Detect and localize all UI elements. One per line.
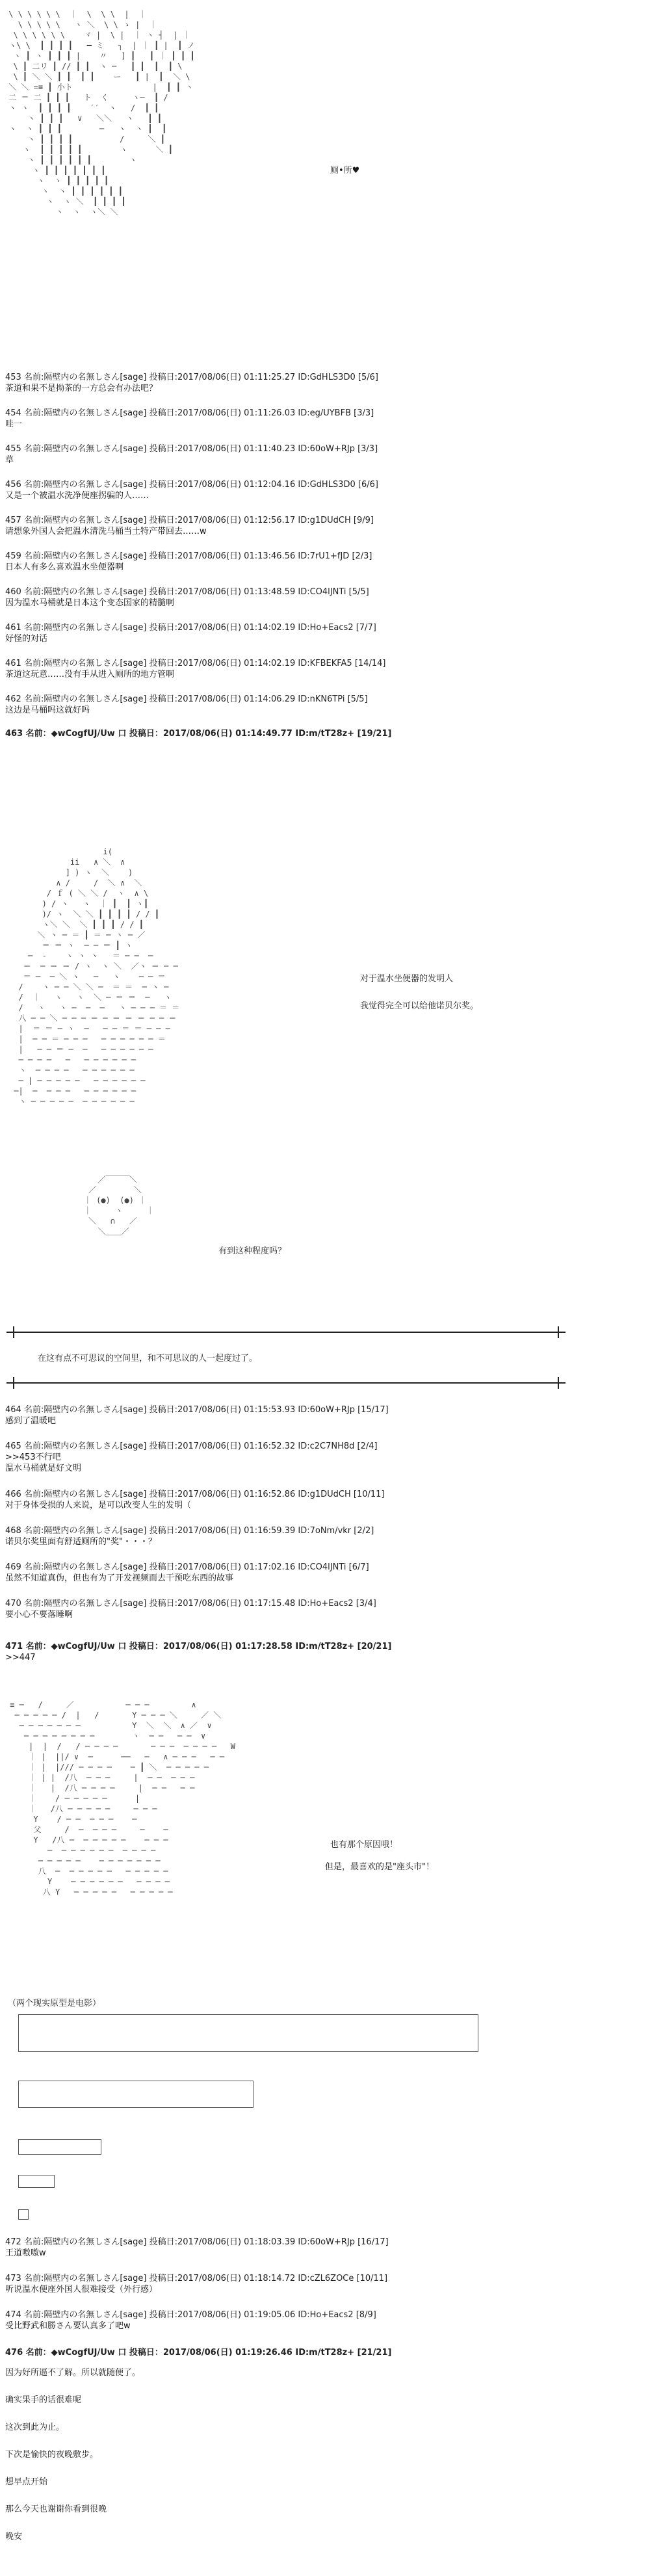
post-header: 457 名前:隔壁内の名無しさん[sage] 投稿日:2017/08/06(日) 01:12:56.17 ID:g1DUdCH [9/9]	[5, 516, 374, 525]
closing-line: 想早点开始	[5, 2477, 48, 2487]
post-header: 455 名前:隔壁内の名無しさん[sage] 投稿日:2017/08/06(日) 01:11:40.23 ID:60oW+RJp [3/3]	[5, 444, 378, 454]
post-header: 460 名前:隔壁内の名無しさん[sage] 投稿日:2017/08/06(日) 01:13:48.59 ID:CO4lJNTi [5/5]	[5, 587, 369, 597]
post-header: 464 名前:隔壁内の名無しさん[sage] 投稿日:2017/08/06(日) 01:15:53.93 ID:60oW+RJp [15/17]	[5, 1405, 389, 1415]
caption-nobel: 我觉得完全可以给他诺贝尔奖。	[360, 1001, 479, 1011]
closing-line: 这次到此为止。	[5, 2423, 65, 2432]
post-body: 因为温水马桶就是日本这个变态国家的精髓啊	[5, 598, 175, 608]
post-header: 474 名前:隔壁内の名無しさん[sage] 投稿日:2017/08/06(日) 01:19:05.06 ID:Ho+Eacs2 [8/9]	[5, 2310, 376, 2320]
divider-line-bottom	[6, 1382, 566, 1384]
post	[5, 622, 642, 644]
post	[5, 443, 642, 466]
ascii-art-character-scene: ≡ ─ / ／ ─ ─ ─ ∧ ─ ─ ─ ─ ─ / | / Y ─ ─ ─ ＼ ／ ＼ ─ ─ ─ ─ ─ ─ ─ Y ＼ ＼ ∧ ／ ∨ ─ ─ ─ ─ ─ ─ ─ ─ ヽ ─ ─ ─ ─ ∨ | | / / ─ ─ ─ ─ ─ ─ ─ ─ ─ ─ ─ W ｜ | ||/ ∨ ─ ── ─ ∧ ─ ─ ─ ─ ─ ｜ | |/// ─ ─ ─ ─ ─ ┃ ＼ ─ ─ ─ ─ ─ ｜ | | /八 ─ ─ ─ | ─ ─ ─ ─ ─ ｜ | /八 ─ ─ ─ ─ | ─ ─ ─ ─ ｜ / ─ ─ ─ ─ ─ | ｜ /八 ─ ─ ─ ─ ─ ─ ─ ─ Y / ─ ─ ─ ─ ─ ─ 父 / ─ ─ ─ ─ ─ ─ Y /八 ─ ─ ─ ─ ─ ─ ─ ─ ─ ─ ─ ─ ─ ─ ─ ─ ─ ─ ─ ─ ─ ─ ─ ─ ─ ─ ─ ─ ─ ─ ─ ─ 八 ─ ─ ─ ─ ─ ─ ─ ─ ─ ─ ─ Y ─ ─ ─ ─ ─ ─ ─ ─ ─ ─ 八 Y ─ ─ ─ ─ ─ ─ ─ ─ ─ ─	[10, 1700, 236, 1897]
post-header: 465 名前:隔壁内の名無しさん[sage] 投稿日:2017/08/06(日) 01:16:52.32 ID:c2C7NH8d [2/4]	[5, 1441, 378, 1451]
post-body: 王道嗷嗷w	[5, 2248, 46, 2258]
note-movie: （两个现实原型是电影）	[8, 1999, 101, 2008]
closing-line: 下次是愉快的夜晚敷步。	[5, 2450, 99, 2460]
divider-cap-left	[13, 1326, 14, 1338]
empty-panel-large	[18, 2014, 478, 2052]
post-body: 茶道这玩意……没有手从进入厕所的地方管啊	[5, 670, 175, 679]
post-body: 日本人有多么喜欢温水坐便器啊	[5, 562, 124, 572]
post	[5, 479, 642, 501]
post-header: 471 名前：◆wCogfUJ/Uw 口 投稿日：2017/08/06(日) 01:17:28.58 ID:m/tT28z+ [20/21]	[5, 1642, 392, 1651]
post-header: 454 名前:隔壁内の名無しさん[sage] 投稿日:2017/08/06(日) 01:11:26.03 ID:eg/UYBFB [3/3]	[5, 408, 374, 418]
post	[5, 1598, 642, 1620]
post	[5, 2237, 642, 2259]
post-body: 感到了温暖吧	[5, 1416, 57, 1426]
post-header: 476 名前：◆wCogfUJ/Uw 口 投稿日：2017/08/06(日) 01:19:26.46 ID:m/tT28z+ [21/21]	[5, 2348, 392, 2358]
post-header: 469 名前:隔壁内の名無しさん[sage] 投稿日:2017/08/06(日) 01:17:02.16 ID:CO4lJNTi [6/7]	[5, 1562, 369, 1572]
caption-inventor: 对于温水坐便器的发明人	[360, 974, 454, 984]
ascii-art-character-group: i( ii ∧ ＼ ∧ ] ) ヽ ＼ ) ∧ / / ＼ ∧ ＼ / ｆ ( ＼ ＼ / ヽ ∧ \ ) / ヽ ヽ ｜ ┃ ┃ ヽ┃ )/ ヽ ＼ ＼ ┃ ┃ ┃ ┃ / / ┃ ヽ＼ ＼ ＼ ┃ ┃ ┃ / / ┃ ＼ ヽ ─ ＝ ┃ ＝ ─ ヽ ─ ／ ＝ ＝ ヽ ─ ─ ＝ ┃ ヽ ─ - ヽ ヽ ヽ ＝ ─ ─ ─ ＝ ─ ＝ ＝ / ヽ ヽ ＼ ／ヽ ＝ ─ ─ ＝ ─ ─ ＼ ヽ ─ ヽ ─ ─ ＝ / ヽ ─ ─ ＼ ＼ ─ ＝ ＝ ─ ヽ ─ / ｜ ヽ ヽ ＼ ─ ＝ ＝ ─ ヽ / ヽ ヽ ─ ─ ─ ヽ ─ ─ ─ ＝ ＝ 八 ─ ─ ＼ ─ ─ ─ ＝ ─ ＝ ＝ ＝ ─ ─ ＝ | ＝ ＝ ─ ヽ ─ ─ ─ ＝ ＝ ─ ─ ─ | ─ ─ ＝ ─ ─ ─ ─ ─ ─ ─ ─ ─ ＝ | ─ ─ ＝ ─ ─ ─ ─ ─ ─ ─ ─ ─ ─ ─ ─ ─ ─ ─ ─ ─ ─ ─ ヽ ─ ─ ─ ─ ─ ─ ─ ─ ─ ─ ─ | ─ ─ ─ ─ ─ ─ ─ ─ ─ ─ ─ ─| ─ ─ ─ ─ ─ ─ ─ ─ ─ ─ ヽ ─ ─ ─ ─ ─ ─ ─ ─ ─ ─ ─	[14, 847, 180, 1106]
post-body: 诺贝尔奖里面有舒适厕所的"奖"・・・？	[5, 1537, 157, 1547]
post-body: 受比野武和勝さん要认真多了吧w	[5, 2321, 131, 2331]
post-body: 对于身体受损的人来说，是可以改变人生的发明（	[5, 1501, 192, 1510]
closing-line: 确实果手的话很难呢	[5, 2395, 82, 2405]
post	[5, 551, 642, 573]
post-header: 461 名前:隔壁内の名無しさん[sage] 投稿日:2017/08/06(日) 01:14:02.19 ID:KFBEKFA5 [14/14]	[5, 659, 386, 668]
post	[5, 1525, 642, 1547]
post-body: >>453不行吧 温水马桶就是好文明	[5, 1452, 82, 1473]
empty-panel-dot	[18, 2209, 29, 2220]
post	[5, 515, 642, 537]
post-body: 虽然不知道真伪，但也有为了开发视频而去干预吃东西的故事	[5, 1573, 234, 1583]
caption-zatoichi: 但是，最喜欢的是"座头市"！	[325, 1862, 434, 1872]
closing-line: 那么今天也谢谢你看到很晚	[5, 2504, 107, 2514]
closing-line: 晚安	[5, 2532, 23, 2542]
post-body: 听说温水便座外国人很难接受（外行感）	[5, 2285, 158, 2294]
post	[5, 586, 642, 609]
ascii-art-small-face: ／￣￣￣＼ ／ ＼ ｜ (●) (●) ｜ ｜ ヽ ｜ ＼ ∩ ／ ＼＿＿／	[83, 1175, 155, 1236]
post-body: 又是一个被温水洗净便座拐骗的人……	[5, 491, 150, 501]
empty-panel-medium	[18, 2081, 254, 2108]
post-body: 这边是马桶吗这就好吗	[5, 705, 90, 715]
post-header: 461 名前:隔壁内の名無しさん[sage] 投稿日:2017/08/06(日) 01:14:02.19 ID:Ho+Eacs2 [7/7]	[5, 623, 376, 633]
op-post	[5, 2347, 642, 2358]
post-header: 462 名前:隔壁内の名無しさん[sage] 投稿日:2017/08/06(日) 01:14:06.29 ID:nKN6TPi [5/5]	[5, 694, 368, 704]
closing-line: 因为好所逼不了解。所以就随便了。	[5, 2368, 141, 2378]
ascii-art-face-closeup: \ \ \ \ \ \ ｜ \ \ \ | ｜ \ \ \ \ \ ヽ ＼ \ \ ゝ | ｜ \ \ \ \ \ \ ヾ | \ | ｜ ヽ ┤ | ｜ ヽ\ \ ┃ ┃ ┃ ┃ ━ ミ ┐ | ｜ ┃ | ┃ ノ ヽ ┃ ヽ ┃ ┃ ┃ | 〃 ] ┃ ┃ ｜ ┃ ┃ ┃ \ ┃ 二リ ┃ // ┃ ┃ ヽ ─ ┃ ┃ ┃ ┃ \ \ ┃ ＼ ＼ ┃ ┃ ┃ ┃ ー ┃ | ┃ ＼ \ ＼ ＼ =≡ ┃ 小ト | ┃ ┃ ヽ 二 ＝ 二 ┃ ┃ ┃ ト く ヽ─ ┃ / ヽ ヽ ┃ ┃ ┃ ┃ ′′ ヽ / ┃ ┃ ヽ ┃ ┃ ┃ ∨ ＼＼ ヽ ┃ ┃ ヽ ヽ ┃ ┃ ┃ ─ ヽ ヽ ┃ ┃ ヽ ┃ ┃ ┃ ┃ / ＼ ┃ ヽ ┃ ┃ ┃ ┃ ┃ ヽ ＼ ┃ ヽ ┃ ┃ ┃ ┃ ┃ ┃ ヽ ヽ ┃ ┃ ┃ ┃ ┃ ┃ ┃ ヽ ヽ ┃ ┃ ┃ ┃ ┃ ヽ ヽ ┃ ┃ ┃ ┃ ┃ ┃ ヽ ヽ ＼ ┃ ┃ ┃ ┃ ヽ ヽ ヽ＼ ＼	[8, 10, 195, 217]
caption-toilet: 厕•所♥	[330, 166, 360, 176]
post	[5, 1489, 642, 1511]
empty-panel-small	[18, 2139, 101, 2155]
post	[5, 408, 642, 430]
post-header: 468 名前:隔壁内の名無しさん[sage] 投稿日:2017/08/06(日) 01:16:59.39 ID:7oNm/vkr [2/2]	[5, 1526, 374, 1536]
narration: 在这有点不可思议的空间里，和不可思议的人一起度过了。	[38, 1354, 258, 1363]
post	[5, 658, 642, 680]
post	[5, 372, 642, 394]
post-header: 473 名前:隔壁内の名無しさん[sage] 投稿日:2017/08/06(日) 01:18:14.72 ID:cZL6ZOCe [10/11]	[5, 2274, 388, 2283]
post-body: 好怪的対话	[5, 634, 48, 644]
post-header: 459 名前:隔壁内の名無しさん[sage] 投稿日:2017/08/06(日) 01:13:46.56 ID:7rU1+fJD [2/3]	[5, 551, 372, 561]
empty-panel-tiny	[18, 2175, 55, 2188]
post-header: 470 名前:隔壁内の名無しさん[sage] 投稿日:2017/08/06(日) 01:17:15.48 ID:Ho+Eacs2 [3/4]	[5, 1599, 376, 1609]
post-header: 466 名前:隔壁内の名無しさん[sage] 投稿日:2017/08/06(日) 01:16:52.86 ID:g1DUdCH [10/11]	[5, 1490, 385, 1499]
post-header: 453 名前:隔壁内の名無しさん[sage] 投稿日:2017/08/06(日) 01:11:25.27 ID:GdHLS3D0 [5/6]	[5, 373, 378, 382]
post-header: 456 名前:隔壁内の名無しさん[sage] 投稿日:2017/08/06(日) 01:12:04.16 ID:GdHLS3D0 [6/6]	[5, 480, 378, 490]
post	[5, 1404, 642, 1426]
op-post	[5, 1641, 642, 1663]
post	[5, 2309, 642, 2332]
post-header: 472 名前:隔壁内の名無しさん[sage] 投稿日:2017/08/06(日) 01:18:03.39 ID:60oW+RJp [16/17]	[5, 2237, 389, 2247]
post	[5, 1562, 642, 1584]
post	[5, 1441, 642, 1474]
post-body: >>447	[5, 1653, 36, 1663]
post-body: 要小心不要落睡啊	[5, 1610, 73, 1620]
divider-line-top	[6, 1332, 566, 1333]
caption-reason: 也有那个原因哦！	[330, 1840, 398, 1850]
post-header: 463 名前：◆wCogfUJ/Uw 口 投稿日：2017/08/06(日) 01:14:49.77 ID:m/tT28z+ [19/21]	[5, 729, 392, 739]
divider-cap-right	[558, 1377, 559, 1389]
post-body: 草	[5, 455, 14, 465]
caption-degree: 有到这种程度吗？	[218, 1246, 287, 1256]
post-body: 茶道和果不是拗茶的一方总会有办法吧？	[5, 384, 158, 393]
op-post	[5, 728, 642, 739]
post	[5, 2273, 642, 2295]
divider-cap-left	[13, 1377, 14, 1389]
post-body: 请想象外国人会把温水清洗马桶当土特产带回去……w	[5, 527, 207, 536]
divider-cap-right	[558, 1326, 559, 1338]
post	[5, 694, 642, 716]
post-body: 哇一	[5, 419, 23, 429]
